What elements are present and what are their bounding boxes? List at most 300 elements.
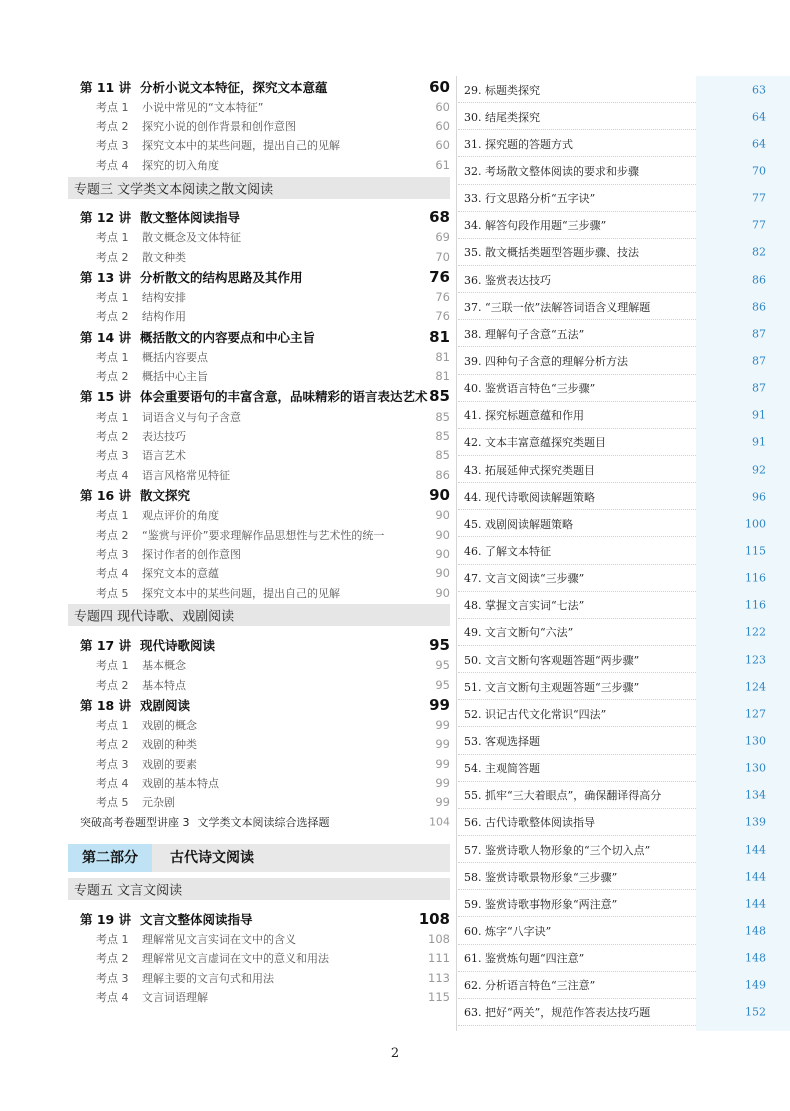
entry-page: 70 (435, 249, 450, 264)
tip-entry[interactable] (458, 863, 788, 890)
entry-number: 考点 1 (96, 231, 129, 245)
entry-page: 95 (429, 635, 450, 654)
tip-entry[interactable] (458, 999, 788, 1026)
entry-page: 90 (435, 585, 450, 600)
entry-number: 考点 4 (96, 158, 129, 172)
entry-title: 表达技巧 (142, 429, 186, 443)
test-point-entry[interactable] (68, 287, 450, 306)
special-topic-title: 专题五 文言文阅读 (74, 883, 183, 899)
test-point-entry[interactable] (68, 407, 450, 426)
tip-title: 39. 四种句子含意的理解分析方法 (464, 354, 628, 368)
tip-page: 144 (745, 870, 766, 884)
tip-page: 124 (745, 680, 766, 694)
entry-title: 基本特点 (142, 678, 186, 692)
entry-label (96, 447, 186, 463)
entry-page: 99 (435, 756, 450, 771)
tip-title: 31. 探究题的答题方式 (464, 137, 573, 151)
entry-title: 理解常见文言实词在文中的含义 (142, 932, 296, 946)
entry-page: 85 (435, 448, 450, 463)
entry-title: 探究文本中的某些问题，提出自己的见解 (142, 586, 340, 600)
tip-title: 56. 古代诗歌整体阅读指导 (464, 816, 595, 830)
entry-number: 考点 5 (96, 586, 129, 600)
entry-page: 86 (435, 467, 450, 482)
entry-number: 第 12 讲 (80, 210, 132, 226)
test-point-entry[interactable] (68, 987, 450, 1006)
entry-title: 体会重要语句的丰富含意，品味精彩的语言表达艺术 (140, 389, 428, 405)
entry-label (96, 677, 186, 693)
tip-page: 86 (752, 273, 766, 287)
test-point-entry[interactable] (68, 773, 450, 792)
entry-page: 95 (435, 677, 450, 692)
entry-number: 突破高考卷题型讲座 3 (80, 816, 190, 830)
entry-label (96, 157, 219, 173)
test-point-entry[interactable] (68, 968, 450, 987)
entry-title: 散文探究 (140, 487, 191, 503)
entry-number: 考点 4 (96, 991, 129, 1005)
part-header (68, 844, 450, 872)
part-tag: 第二部分 (68, 844, 152, 872)
tip-title: 29. 标题类探究 (464, 83, 540, 97)
entry-number: 考点 2 (96, 738, 129, 752)
entry-title: 戏剧的基本特点 (142, 777, 219, 791)
tip-title: 62. 分析语言特色“三注意” (464, 979, 596, 993)
tip-page: 148 (745, 951, 766, 965)
entry-label (80, 696, 190, 714)
lecture-entry[interactable] (68, 326, 450, 347)
tip-title: 57. 鉴赏诗歌人物形象的“三个切入点” (464, 843, 651, 857)
test-point-entry[interactable] (68, 465, 450, 484)
tip-entry[interactable] (458, 293, 788, 320)
test-point-entry[interactable] (68, 228, 450, 247)
tip-page: 91 (752, 408, 766, 422)
tip-title: 59. 鉴赏诗歌事物形象“两注意” (464, 897, 618, 911)
test-point-entry[interactable] (68, 675, 450, 694)
tip-page: 87 (752, 381, 766, 395)
entry-title: 探究文本中的某些问题，提出自己的见解 (142, 139, 340, 153)
tip-entry[interactable] (458, 103, 788, 130)
entry-number: 考点 1 (96, 932, 129, 946)
entry-label (80, 486, 190, 504)
entry-page: 81 (435, 349, 450, 364)
lecture-talk-entry[interactable] (68, 812, 450, 832)
entry-title: 戏剧的要素 (142, 757, 197, 771)
entry-page: 99 (435, 795, 450, 810)
tip-entry[interactable] (458, 917, 788, 944)
test-point-entry[interactable] (68, 715, 450, 734)
entry-label (96, 950, 329, 966)
tip-entry[interactable] (458, 755, 788, 782)
lecture-entry[interactable] (68, 386, 450, 407)
test-point-entry[interactable] (68, 564, 450, 583)
tip-page: 63 (752, 83, 766, 97)
test-point-entry[interactable] (68, 793, 450, 812)
entry-label (96, 507, 219, 523)
tip-entry[interactable] (458, 945, 788, 972)
test-point-entry[interactable] (68, 505, 450, 524)
entry-number: 考点 2 (96, 678, 129, 692)
special-topic-header (68, 604, 450, 626)
tip-page: 139 (745, 815, 766, 829)
page-number: 2 (390, 1046, 400, 1061)
entry-title: 戏剧的概念 (142, 718, 197, 732)
entry-number: 考点 2 (96, 370, 129, 384)
entry-number: 第 15 讲 (80, 389, 132, 405)
tip-entry[interactable] (458, 375, 788, 402)
entry-page: 99 (435, 717, 450, 732)
tip-entry[interactable] (458, 185, 788, 212)
entry-label (96, 527, 384, 543)
tip-entry[interactable] (458, 890, 788, 917)
entry-page: 113 (428, 970, 450, 985)
entry-title: 词语含义与句子含意 (142, 410, 241, 424)
tip-entry[interactable] (458, 592, 788, 619)
entry-label (96, 989, 208, 1005)
tip-entry[interactable] (458, 456, 788, 483)
entry-number: 考点 1 (96, 100, 129, 114)
entry-label (96, 289, 186, 305)
entry-label (96, 794, 175, 810)
test-point-entry[interactable] (68, 735, 450, 754)
tip-title: 44. 现代诗歌阅读解题策略 (464, 490, 595, 504)
entry-number: 考点 2 (96, 310, 129, 324)
tip-title: 38. 理解句子含意“五法” (464, 327, 585, 341)
entry-label (96, 368, 208, 384)
tip-title: 40. 鉴赏语言特色“三步骤” (464, 382, 596, 396)
tip-page: 127 (745, 707, 766, 721)
entry-number: 考点 3 (96, 139, 129, 153)
entry-number: 考点 5 (96, 796, 129, 810)
tip-title: 51. 文言文断句主观题答题“三步骤” (464, 680, 640, 694)
dotted-divider (458, 1025, 696, 1026)
entry-number: 考点 3 (96, 971, 129, 985)
tip-page: 122 (745, 625, 766, 639)
entry-label (96, 99, 263, 115)
tip-page: 152 (745, 1005, 766, 1019)
tip-title: 30. 结尾类探究 (464, 110, 540, 124)
entry-page: 85 (435, 428, 450, 443)
test-point-entry[interactable] (68, 136, 450, 155)
test-point-entry[interactable] (68, 247, 450, 266)
tip-entry[interactable] (458, 212, 788, 239)
lecture-entry[interactable] (68, 484, 450, 505)
entry-title: 探究文本的意蕴 (142, 567, 219, 581)
tip-title: 32. 考场散文整体阅读的要求和步骤 (464, 164, 639, 178)
entry-label (96, 970, 274, 986)
tip-page: 77 (752, 191, 766, 205)
entry-page: 111 (428, 951, 450, 966)
tip-entry[interactable] (458, 565, 788, 592)
tip-page: 134 (745, 788, 766, 802)
entry-number: 第 17 讲 (80, 637, 132, 653)
entry-page: 68 (429, 208, 450, 227)
entry-number: 考点 1 (96, 509, 129, 523)
tip-entry[interactable] (458, 402, 788, 429)
entry-page: 104 (429, 815, 450, 829)
tip-title: 53. 客观选择题 (464, 734, 540, 748)
entry-label (96, 717, 197, 733)
tip-title: 43. 拓展延伸式探究类题目 (464, 463, 595, 477)
entry-page: 81 (429, 327, 450, 346)
entry-title: 探究小说的创作背景和创作意图 (142, 120, 296, 134)
entry-label (96, 775, 219, 791)
entry-number: 考点 2 (96, 429, 129, 443)
tip-title: 58. 鉴赏诗歌景物形象“三步骤” (464, 870, 618, 884)
test-point-entry[interactable] (68, 97, 450, 116)
entry-page: 85 (429, 387, 450, 406)
tip-title: 54. 主观简答题 (464, 762, 540, 776)
tip-title: 45. 戏剧阅读解题策略 (464, 517, 573, 531)
tip-entry[interactable] (458, 266, 788, 293)
entry-number: 考点 3 (96, 449, 129, 463)
part-title: 古代诗文阅读 (170, 850, 254, 867)
special-topic-title: 专题四 现代诗歌、戏剧阅读 (74, 609, 235, 625)
entry-page: 108 (428, 931, 450, 946)
tip-page: 64 (752, 110, 766, 124)
entry-title: 基本概念 (142, 659, 186, 673)
tip-entry[interactable] (458, 347, 788, 374)
test-point-entry[interactable] (68, 525, 450, 544)
entry-label (80, 328, 315, 346)
entry-title: 戏剧阅读 (140, 697, 191, 713)
test-point-entry[interactable] (68, 367, 450, 386)
tip-entry[interactable] (458, 972, 788, 999)
tip-entry[interactable] (458, 130, 788, 157)
tip-title: 47. 文言文阅读“三步骤” (464, 572, 585, 586)
tip-entry[interactable] (458, 239, 788, 266)
entry-page: 76 (435, 290, 450, 305)
entry-label (96, 229, 241, 245)
lecture-entry[interactable] (68, 76, 450, 97)
entry-title: 探讨作者的创作意图 (142, 547, 241, 561)
entry-label (80, 636, 215, 654)
entry-label (96, 546, 241, 562)
tip-page: 116 (745, 571, 766, 585)
tip-page: 64 (752, 137, 766, 151)
tip-entry[interactable] (458, 836, 788, 863)
entry-number: 考点 1 (96, 410, 129, 424)
tip-page: 115 (745, 544, 766, 558)
entry-label (80, 910, 253, 928)
tip-title: 55. 抓牢“三大着眼点”，确保翻译得高分 (464, 789, 662, 803)
entry-number: 第 19 讲 (80, 911, 132, 927)
entry-page: 81 (435, 369, 450, 384)
entry-title: 概括散文的内容要点和中心主旨 (140, 329, 316, 345)
tip-page: 77 (752, 218, 766, 232)
entry-number: 第 11 讲 (80, 79, 132, 95)
tip-page: 86 (752, 300, 766, 314)
entry-number: 第 13 讲 (80, 269, 132, 285)
tip-entry[interactable] (458, 700, 788, 727)
tip-entry[interactable] (458, 619, 788, 646)
entry-number: 考点 2 (96, 528, 129, 542)
tip-entry[interactable] (458, 782, 788, 809)
entry-page: 115 (428, 990, 450, 1005)
tip-entry[interactable] (458, 673, 788, 700)
entry-label (96, 409, 241, 425)
entry-page: 60 (435, 138, 450, 153)
tip-page: 144 (745, 843, 766, 856)
column-divider (456, 76, 457, 1031)
tip-title: 35. 散文概括类题型答题步骤、技法 (464, 246, 639, 260)
entry-page: 60 (429, 77, 450, 96)
tip-entry[interactable] (458, 483, 788, 510)
tip-entry[interactable] (458, 727, 788, 754)
tip-title: 34. 解答句段作用题“三步骤” (464, 219, 607, 233)
tip-page: 87 (752, 327, 766, 341)
entry-title: 小说中常见的“文本特征” (142, 100, 264, 114)
entry-label (96, 657, 186, 673)
tip-page: 116 (745, 598, 766, 612)
tip-page: 144 (745, 897, 766, 911)
tip-page: 87 (752, 354, 766, 368)
tip-entry[interactable] (458, 646, 788, 673)
test-point-entry[interactable] (68, 307, 450, 326)
entry-title: 理解主要的文言句式和用法 (142, 971, 274, 985)
entry-page: 90 (435, 508, 450, 523)
entry-title: 结构作用 (142, 310, 186, 324)
lecture-entry[interactable] (68, 266, 450, 287)
entry-title: 散文整体阅读指导 (140, 210, 241, 226)
entry-number: 考点 1 (96, 350, 129, 364)
entry-number: 考点 3 (96, 757, 129, 771)
entry-number: 考点 1 (96, 718, 129, 732)
entry-title: 结构安排 (142, 291, 186, 305)
lecture-entry[interactable] (68, 694, 450, 715)
entry-title: 散文概念及文体特征 (142, 231, 241, 245)
entry-label (80, 814, 330, 830)
entry-number: 第 16 讲 (80, 487, 132, 503)
test-point-entry[interactable] (68, 655, 450, 674)
entry-page: 76 (435, 309, 450, 324)
tip-entry[interactable] (458, 537, 788, 564)
tip-page: 148 (745, 924, 766, 938)
entry-page: 69 (435, 230, 450, 245)
entry-title: 文言文整体阅读指导 (140, 911, 253, 927)
entry-page: 76 (429, 267, 450, 286)
lecture-entry[interactable] (68, 207, 450, 228)
tip-entry[interactable] (458, 157, 788, 184)
test-point-entry[interactable] (68, 544, 450, 563)
entry-title: 观点评价的角度 (142, 509, 219, 523)
tip-page: 149 (745, 978, 766, 992)
tip-title: 41. 探究标题意蕴和作用 (464, 409, 584, 423)
entry-number: 考点 4 (96, 567, 129, 581)
tip-title: 33. 行文思路分析“五字诀” (464, 192, 596, 206)
tip-title: 37. “三联一依”法解答词语含义理解题 (464, 300, 651, 314)
tip-entry[interactable] (458, 510, 788, 537)
entry-title: 语言风格常见特征 (142, 468, 230, 482)
test-point-entry[interactable] (68, 583, 450, 602)
entry-label (96, 118, 296, 134)
entry-number: 考点 3 (96, 547, 129, 561)
tip-title: 42. 文本丰富意蕴探究类题目 (464, 436, 606, 450)
entry-title: 概括中心主旨 (142, 370, 208, 384)
toc-right-column (458, 76, 788, 1026)
test-point-entry[interactable] (68, 446, 450, 465)
tip-entry[interactable] (458, 320, 788, 347)
entry-label (96, 428, 186, 444)
entry-title: 理解常见文言虚词在文中的意义和用法 (142, 952, 329, 966)
test-point-entry[interactable] (68, 754, 450, 773)
test-point-entry[interactable] (68, 347, 450, 366)
tip-title: 60. 炼字“八字诀” (464, 924, 552, 938)
entry-title: 探究的切入角度 (142, 158, 219, 172)
entry-title: 现代诗歌阅读 (140, 637, 216, 653)
tip-page: 91 (752, 435, 766, 449)
test-point-entry[interactable] (68, 929, 450, 948)
entry-number: 第 18 讲 (80, 697, 132, 713)
entry-label (96, 249, 186, 265)
entry-page: 90 (435, 527, 450, 542)
entry-title: “鉴赏与评价”要求理解作品思想性与艺术性的统一 (142, 528, 385, 542)
test-point-entry[interactable] (68, 426, 450, 445)
entry-title: 概括内容要点 (142, 350, 208, 364)
entry-number: 考点 2 (96, 952, 129, 966)
entry-label (96, 931, 296, 947)
entry-label (96, 137, 340, 153)
entry-page: 90 (429, 485, 450, 504)
tip-entry[interactable] (458, 429, 788, 456)
tip-title: 63. 把好“两关”，规范作答表达技巧题 (464, 1006, 651, 1020)
entry-number: 考点 4 (96, 777, 129, 791)
entry-page: 90 (435, 546, 450, 561)
tip-page: 130 (745, 761, 766, 775)
test-point-entry[interactable] (68, 949, 450, 968)
test-point-entry[interactable] (68, 155, 450, 174)
tip-entry[interactable] (458, 809, 788, 836)
tip-page: 130 (745, 734, 766, 748)
entry-title: 分析散文的结构思路及其作用 (140, 269, 303, 285)
entry-title: 元杂剧 (142, 796, 175, 810)
entry-label (96, 585, 340, 601)
entry-title: 戏剧的种类 (142, 738, 197, 752)
entry-page: 61 (435, 157, 450, 172)
entry-label (96, 467, 230, 483)
entry-number: 考点 2 (96, 250, 129, 264)
entry-number: 第 14 讲 (80, 329, 132, 345)
entry-label (96, 349, 208, 365)
lecture-entry[interactable] (68, 634, 450, 655)
tip-entry[interactable] (458, 76, 788, 103)
entry-label (80, 387, 428, 405)
entry-label (96, 565, 219, 581)
tip-page: 82 (752, 245, 766, 259)
tip-page: 123 (745, 653, 766, 667)
lecture-entry[interactable] (68, 908, 450, 929)
entry-page: 99 (435, 737, 450, 752)
entry-page: 95 (435, 658, 450, 673)
entry-label (96, 308, 186, 324)
entry-page: 99 (435, 776, 450, 791)
tip-page: 70 (752, 164, 766, 178)
entry-label (80, 78, 328, 96)
entry-number: 考点 2 (96, 120, 129, 134)
entry-page: 60 (435, 119, 450, 134)
entry-title: 分析小说文本特征，探究文本意蕴 (140, 79, 328, 95)
entry-title: 语言艺术 (142, 449, 186, 463)
tip-page: 96 (752, 490, 766, 504)
tip-title: 46. 了解文本特征 (464, 544, 551, 558)
entry-label (96, 736, 197, 752)
entry-page: 60 (435, 99, 450, 114)
entry-label (80, 208, 240, 226)
entry-page: 85 (435, 409, 450, 424)
entry-label (80, 268, 303, 286)
tip-title: 52. 识记古代文化常识“四法” (464, 707, 607, 721)
entry-label (96, 756, 197, 772)
test-point-entry[interactable] (68, 116, 450, 135)
entry-number: 考点 1 (96, 291, 129, 305)
